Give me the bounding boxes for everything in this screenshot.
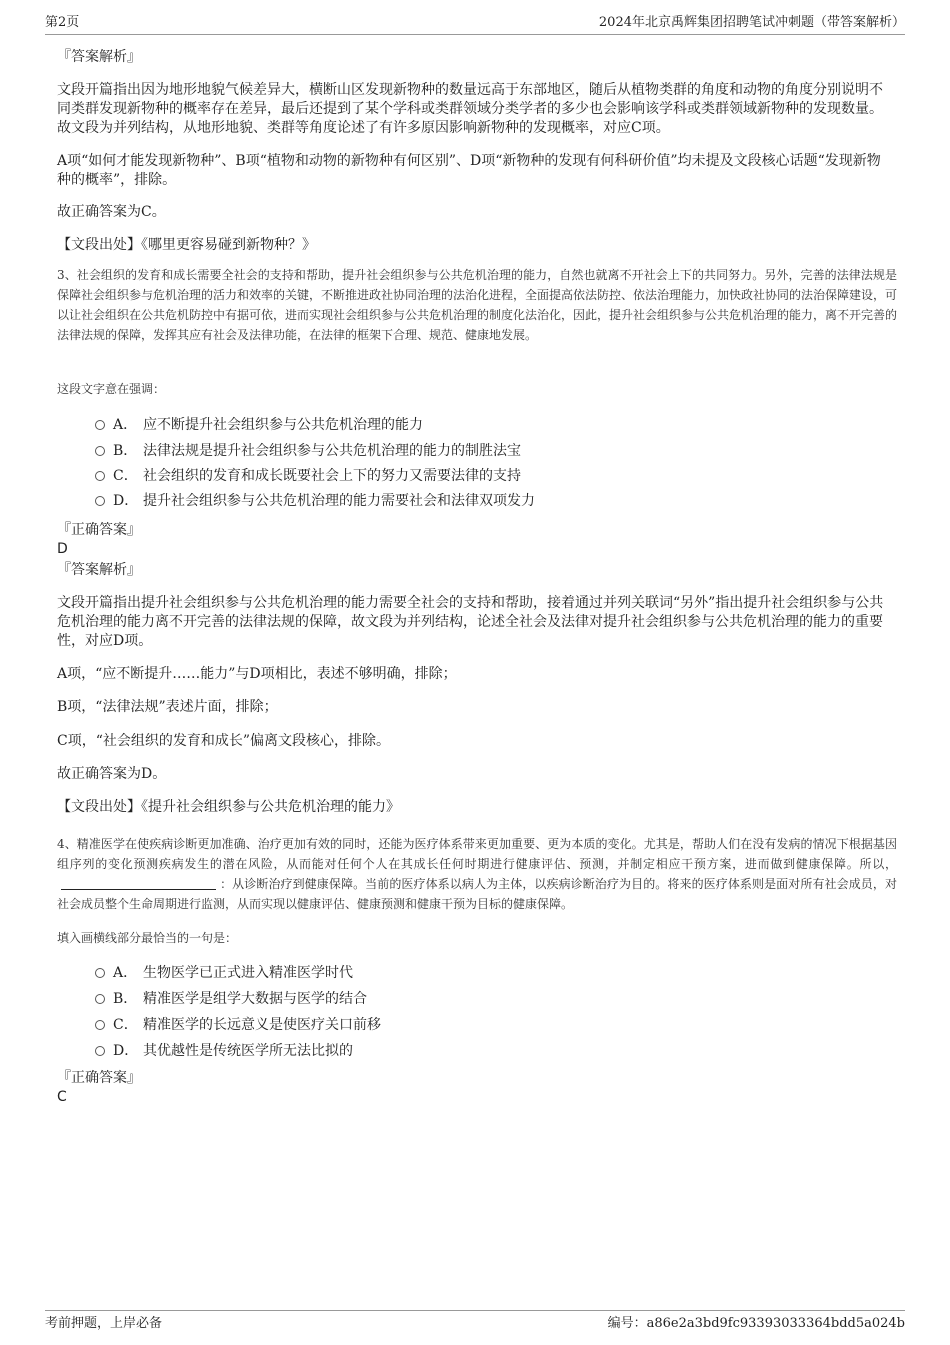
q3-conclusion: 故正确答案为D。 bbox=[57, 766, 167, 782]
q2-analysis-label: 『答案解析』 bbox=[57, 49, 141, 65]
q3-answer-label: 『正确答案』 bbox=[57, 522, 141, 538]
q3-option-a[interactable]: A． 应不断提升社会组织参与公共危机治理的能力 bbox=[95, 416, 423, 434]
q4-option-d[interactable]: D． 其优越性是传统医学所无法比拟的 bbox=[95, 1042, 353, 1060]
document-title: 2024年北京禹辉集团招聘笔试冲刺题（带答案解析） bbox=[598, 15, 905, 30]
footer-divider bbox=[45, 1310, 905, 1311]
radio-button[interactable] bbox=[95, 420, 105, 430]
q3-prompt: 这段文字意在强调： bbox=[57, 382, 166, 396]
q3-answer: D bbox=[57, 541, 68, 557]
page-number: 第2页 bbox=[45, 15, 80, 30]
fill-in-blank bbox=[61, 877, 216, 890]
q4-option-c[interactable]: C． 精准医学的长远意义是使医疗关口前移 bbox=[95, 1016, 381, 1034]
radio-button[interactable] bbox=[95, 968, 105, 978]
radio-button[interactable] bbox=[95, 446, 105, 456]
q4-stem: 4、精准医学在使疾病诊断更加准确、治疗更加有效的同时，还能为医疗体系带来更加重要、更为本质的变化。尤其是，帮助人们在没有发病的情况下根据基因组序列的变化预测疾病发生的潜在风险，从而能对任何个人在其成长任何时期进行健康评估、预测，并制定相应干预方案，进而做到健康保障。所以，：从诊断治疗到健康保障。当前的医疗体系以病人为主体，以疾病诊断治疗为目的。将来的医疗体系则是面对所有社会成员，对社会成员整个生命周期进行监测，从而实现以健康评估、健康预测和健康干预为目标的健康保障。 bbox=[57, 837, 897, 911]
footer-slogan: 考前押题，上岸必备 bbox=[45, 1316, 163, 1331]
q3-option-c[interactable]: C． 社会组织的发育和成长既要社会上下的努力又需要法律的支持 bbox=[95, 467, 521, 485]
q3-analysis-b: B项，“法律法规”表述片面，排除； bbox=[57, 699, 278, 715]
q2-conclusion: 故正确答案为C。 bbox=[57, 204, 166, 220]
q3-analysis-paragraph-1: 文段开篇指出提升社会组织参与公共危机治理的能力需要全社会的支持和帮助，接着通过并列关联词“另外”指出提升社会组织参与公共危机治理的能力离不开完善的法律法规的保障，故文段为并列结构，论述全社会及法律对提升社会组织参与公共危机治理的能力的重要性，对应D项。 bbox=[57, 595, 884, 649]
q3-option-d[interactable]: D． 提升社会组织参与公共危机治理的能力需要社会和法律双项发力 bbox=[95, 492, 535, 510]
q3-analysis-a: A项，“应不断提升……能力”与D项相比，表述不够明确，排除； bbox=[57, 666, 457, 682]
q3-analysis-c: C项，“社会组织的发育和成长”偏离文段核心，排除。 bbox=[57, 733, 391, 749]
q2-source: 【文段出处】《哪里更容易碰到新物种？》 bbox=[57, 237, 316, 253]
radio-button[interactable] bbox=[95, 1020, 105, 1030]
header-divider bbox=[45, 34, 905, 35]
radio-button[interactable] bbox=[95, 994, 105, 1004]
document-id: 编号：a86e2a3bd9fc93393033364bdd5a024b bbox=[607, 1316, 905, 1331]
q2-analysis-paragraph-2: A项“如何才能发现新物种”、B项“植物和动物的新物种有何区别”、D项“新物种的发现有何科研价值”均未提及文段核心话题“发现新物种的概率”，排除。 bbox=[57, 153, 881, 188]
radio-button[interactable] bbox=[95, 471, 105, 481]
q3-source: 【文段出处】《提升社会组织参与公共危机治理的能力》 bbox=[57, 799, 400, 815]
radio-button[interactable] bbox=[95, 496, 105, 506]
radio-button[interactable] bbox=[95, 1046, 105, 1056]
q3-stem: 3、社会组织的发育和成长需要全社会的支持和帮助，提升社会组织参与公共危机治理的能力，自然也就离不开社会上下的共同努力。另外，完善的法律法规是保障社会组织参与危机治理的活力和效率的关键，不断推进政社协同治理的法治化进程，全面提高依法防控、依法治理能力，加快政社协同的法治保障建设，可以让社会组织在公共危机防控中有据可依，进而实现社会组织参与公共危机治理的制度化法治化，因此，提升社会组织参与公共危机治理的能力，离不开完善的法律法规的保障，发挥其应有社会及法律功能，在法律的框架下合理、规范、健康地发展。 bbox=[57, 268, 898, 342]
q4-option-b[interactable]: B． 精准医学是组学大数据与医学的结合 bbox=[95, 990, 367, 1008]
q4-prompt: 填入画横线部分最恰当的一句是： bbox=[57, 931, 238, 945]
q4-answer-label: 『正确答案』 bbox=[57, 1070, 141, 1086]
q4-answer: C bbox=[57, 1089, 67, 1105]
q3-option-b[interactable]: B． 法律法规是提升社会组织参与公共危机治理的能力的制胜法宝 bbox=[95, 442, 521, 460]
q2-analysis-paragraph-1: 文段开篇指出因为地形地貌气候差异大，横断山区发现新物种的数量远高于东部地区，随后从植物类群的角度和动物的角度分别说明不同类群发现新物种的概率存在差异，最后还提到了某个学科或类群领域分类学者的多少也会影响该学科或类群领域新物种的发现数量。故文段为并列结构，从地形地貌、类群等角度论述了有许多原因影响新物种的发现概率，对应C项。 bbox=[57, 82, 883, 136]
q4-option-a[interactable]: A． 生物医学已正式进入精准医学时代 bbox=[95, 964, 353, 982]
q3-analysis-label: 『答案解析』 bbox=[57, 562, 141, 578]
